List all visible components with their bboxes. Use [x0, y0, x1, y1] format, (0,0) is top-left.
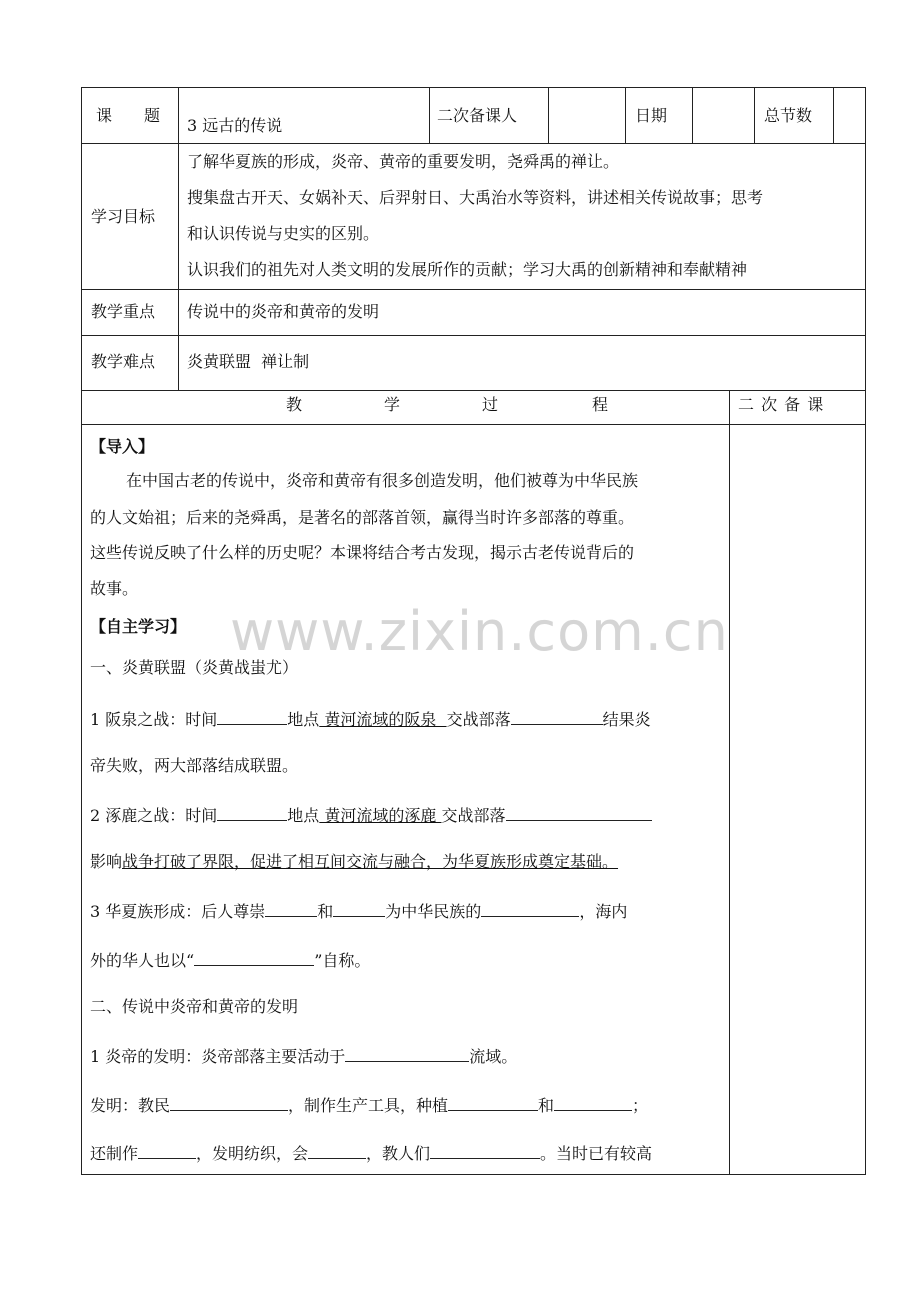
table-line — [178, 87, 179, 390]
huaxia-line2b: ”自称。 — [314, 951, 371, 970]
huaxia-part2: 和 — [317, 902, 334, 921]
second-prep-header: 二 次 备 课 — [738, 395, 825, 414]
blank — [265, 899, 317, 917]
table-line — [81, 424, 866, 425]
goal-line: 搜集盘古开天、女娲补天、后羿射日、大禹治水等资料，讲述相关传说故事；思考 — [187, 188, 764, 207]
table-line — [833, 87, 834, 143]
intro-line: 这些传说反映了什么样的历史呢？本课将结合考古发现，揭示古老传说背后的 — [90, 543, 635, 562]
blank-tribes — [511, 707, 603, 725]
battle2-place-label: 地点 — [287, 806, 320, 825]
table-line — [81, 289, 866, 290]
battle1-place-value: 黄河流域的阪泉 — [319, 710, 447, 729]
blank — [448, 1093, 538, 1111]
huaxia-part4: ，海内 — [579, 902, 628, 921]
process-char: 程 — [592, 395, 609, 414]
invent2-c: ，教人们 — [366, 1144, 431, 1163]
battle2-impact-value: 战争打破了界限，促进了相互间交流与融合，为华夏族形成奠定基础。 — [122, 852, 619, 871]
goal-line: 了解华夏族的形成，炎帝、黄帝的重要发明，尧舜禹的禅让。 — [187, 152, 620, 171]
table-line — [81, 335, 866, 336]
invent1-line — [90, 1093, 648, 1117]
section1-title: 一、炎黄联盟（炎黄战蚩尤） — [90, 658, 299, 677]
invent2-b: ，发明纺织，会 — [196, 1144, 309, 1163]
second-prep-label: 二次备课人 — [437, 106, 518, 125]
invent1-b: ，制作生产工具，种植 — [288, 1096, 449, 1115]
table-line — [692, 87, 693, 143]
battle2-impact — [90, 851, 618, 873]
blank-time — [217, 707, 287, 725]
topic-value: 3 远古的传说 — [187, 116, 283, 135]
table-line — [81, 87, 82, 1175]
blank — [308, 1141, 366, 1159]
battle1-prefix: 1 阪泉之战：时间 — [90, 710, 218, 729]
self-study-title: 【自主学习】 — [90, 617, 187, 636]
intro-title: 【导入】 — [90, 437, 155, 456]
blank — [430, 1141, 540, 1159]
blank — [170, 1093, 288, 1111]
process-char: 过 — [482, 395, 499, 414]
goals-label: 学习目标 — [91, 207, 156, 226]
huaxia-line2a: 外的华人也以“ — [90, 951, 195, 970]
battle1-result-label: 结果炎 — [602, 710, 651, 729]
battle1-place-label: 地点 — [287, 710, 320, 729]
table-line — [548, 87, 549, 143]
section2-title: 二、传说中炎帝和黄帝的发明 — [90, 997, 299, 1016]
huaxia-part3: 为中华民族的 — [385, 902, 482, 921]
battle1-line — [90, 707, 651, 731]
invent2-d: 。当时已有较高 — [540, 1144, 653, 1163]
invent1-a: 发明：教民 — [90, 1096, 171, 1115]
battle1-line2: 帝失败，两大部落结成联盟。 — [90, 756, 299, 775]
process-char: 教 — [286, 395, 303, 414]
yandi-line — [90, 1044, 517, 1068]
intro-line: 故事。 — [90, 579, 139, 598]
blank — [554, 1093, 632, 1111]
key-points-value: 传说中的炎帝和黄帝的发明 — [187, 302, 380, 321]
yandi-part1: 1 炎帝的发明：炎帝部落主要活动于 — [90, 1047, 346, 1066]
blank — [333, 899, 385, 917]
difficulties-value: 炎黄联盟 禅让制 — [187, 352, 310, 371]
battle1-tribes-label: 交战部落 — [446, 710, 511, 729]
blank-tribes — [506, 803, 652, 821]
battle2-tribes-label: 交战部落 — [441, 806, 506, 825]
intro-line: 的人文始祖；后来的尧舜禹，是著名的部落首领，赢得当时许多部落的尊重。 — [90, 508, 635, 527]
watermark: www.zixin.com.cn — [230, 600, 729, 663]
battle2-prefix: 2 涿鹿之战：时间 — [90, 806, 218, 825]
difficulties-label: 教学难点 — [91, 352, 156, 371]
invent1-d: ； — [632, 1096, 649, 1115]
invent2-line — [90, 1141, 652, 1165]
blank — [345, 1044, 469, 1062]
table-line — [754, 87, 755, 143]
yandi-part2: 流域。 — [469, 1047, 518, 1066]
huaxia-part1: 3 华夏族形成：后人尊崇 — [90, 902, 266, 921]
table-line — [625, 87, 626, 143]
key-points-label: 教学重点 — [91, 302, 156, 321]
blank-time — [217, 803, 287, 821]
date-label: 日期 — [635, 106, 668, 125]
table-line — [729, 390, 730, 1175]
invent2-a: 还制作 — [90, 1144, 139, 1163]
table-line — [81, 87, 866, 88]
blank — [481, 899, 579, 917]
process-char: 学 — [384, 395, 401, 414]
battle2-place-value: 黄河流域的涿鹿 — [319, 806, 442, 825]
goal-line: 和认识传说与史实的区别。 — [187, 224, 380, 243]
table-line — [865, 87, 866, 1175]
table-line — [81, 143, 866, 144]
huaxia-line2 — [90, 948, 370, 972]
intro-line: 在中国古老的传说中，炎帝和黄帝有很多创造发明，他们被尊为中华民族 — [126, 471, 639, 490]
invent1-c: 和 — [538, 1096, 555, 1115]
battle2-line — [90, 803, 652, 827]
huaxia-line — [90, 899, 627, 923]
table-line — [81, 390, 866, 391]
goal-line: 认识我们的祖先对人类文明的发展所作的贡献；学习大禹的创新精神和奉献精神 — [187, 260, 748, 279]
table-line — [81, 1174, 866, 1175]
battle2-impact-prefix: 影响 — [90, 852, 123, 871]
topic-label: 课 题 — [96, 106, 161, 125]
table-line — [429, 87, 430, 143]
total-lessons-label: 总节数 — [764, 106, 813, 125]
blank — [194, 948, 314, 966]
blank — [138, 1141, 196, 1159]
